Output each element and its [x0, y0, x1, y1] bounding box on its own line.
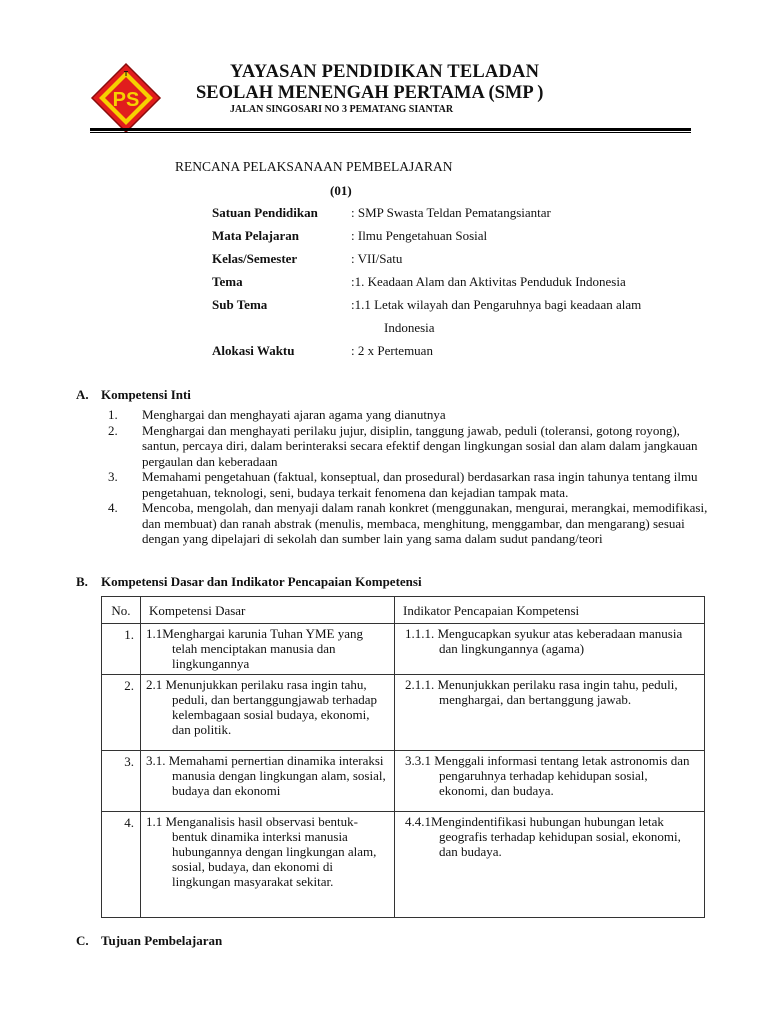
section-a-heading	[76, 387, 191, 403]
identity-value: : VII/Satu	[351, 251, 403, 266]
list-item	[108, 407, 708, 423]
cell-indicator: 4.4.1Mengindentifikasi hubungan hubungan letak geografis terhadap kehidupan sosial, ekonomi, dan budaya.	[405, 814, 681, 859]
cell-kd: 2.1 Menunjukkan perilaku rasa ingin tahu, peduli, dan bertanggungjawab terhadap kelembagaan sosial budaya, ekonomi, dan politik.	[146, 677, 378, 737]
section-letter: A.	[76, 387, 89, 402]
cell-indicator: 2.1.1. Menunjukkan perilaku rasa ingin tahu, peduli, menghargai, dan bertanggung jawab.	[405, 677, 678, 707]
cell-kd: 1.1Menghargai karunia Tuhan YME yang telah menciptakan manusia dan lingkungannya	[146, 626, 364, 671]
identity-value: : SMP Swasta Teldan Pematangsiantar	[351, 205, 551, 220]
cell-kd: 3.1. Memahami pernertian dinamika interaksi manusia dengan lingkungan alam, sosial, budaya dan ekonomi	[146, 753, 386, 798]
identity-label: Alokasi Waktu	[212, 343, 295, 358]
competency-table	[101, 596, 705, 918]
list-item	[108, 469, 708, 500]
header-divider-thin	[90, 132, 691, 133]
list-number: 4.	[108, 500, 118, 515]
section-b-heading	[76, 574, 422, 590]
list-text: Mencoba, mengolah, dan menyaji dalam ranah konkret (menggunakan, mengurai, merangkai, memodifikasi, dan membuat) dan ranah abstrak (menulis, membaca, menghitung, menggambar, dan mengarang) sesuai dengan yang dipelajari di sekolah dan sumber lain yang sama dalam sudut pandang/teori	[142, 500, 708, 546]
school-name-line2: SEOLAH MENENGAH PERTAMA (SMP )	[196, 83, 544, 103]
column-header-no: No.	[102, 597, 141, 624]
cell-indicator: 3.3.1 Menggali informasi tentang letak astronomis dan pengaruhnya terhadap kehidupan sosial, ekonomi, dan budaya.	[405, 753, 690, 798]
logo-top-text: T	[123, 71, 129, 78]
identity-label: Tema	[212, 274, 243, 289]
section-title: Tujuan Pembelajaran	[101, 933, 223, 948]
school-name-line1: YAYASAN PENDIDIKAN TELADAN	[230, 62, 540, 82]
list-text: Memahami pengetahuan (faktual, konseptual, dan prosedural) berdasarkan rasa ingin tahunya tentang ilmu pengetahuan, teknologi, seni, budaya terkait fenomena dan kejadian tampak mata.	[142, 469, 698, 500]
list-item	[108, 423, 708, 470]
section-title: Kompetensi Inti	[101, 387, 191, 402]
identity-value: :1.1 Letak wilayah dan Pengaruhnya bagi keadaan alam	[351, 297, 642, 312]
table-row	[102, 751, 705, 812]
list-number: 1.	[108, 407, 118, 422]
kompetensi-inti-list	[108, 407, 708, 547]
table-row	[102, 624, 705, 675]
table-header-row	[102, 597, 705, 624]
logo-text: PS	[112, 89, 140, 111]
document-title: RENCANA PELAKSANAAN PEMBELAJARAN	[175, 159, 453, 174]
section-c-heading	[76, 933, 222, 949]
section-title: Kompetensi Dasar dan Indikator Pencapaian Kompetensi	[101, 574, 422, 589]
list-number: 3.	[108, 469, 118, 484]
school-address: JALAN SINGOSARI NO 3 PEMATANG SIANTAR	[230, 104, 454, 115]
cell-indicator: 1.1.1. Mengucapkan syukur atas keberadaan manusia dan lingkungannya (agama)	[405, 626, 683, 656]
cell-no: 1.	[102, 624, 141, 675]
identity-value: : 2 x Pertemuan	[351, 343, 433, 358]
table-row	[102, 675, 705, 751]
section-letter: B.	[76, 574, 88, 589]
identity-label: Mata Pelajaran	[212, 228, 300, 243]
list-number: 2.	[108, 422, 118, 438]
identity-value-continued: Indonesia	[384, 320, 435, 335]
school-logo	[90, 62, 162, 134]
identity-label: Kelas/Semester	[212, 251, 298, 266]
identity-label: Satuan Pendidikan	[212, 205, 318, 220]
column-header-indicator: Indikator Pencapaian Kompetensi	[395, 597, 705, 624]
identity-value: : Ilmu Pengetahuan Sosial	[351, 228, 488, 243]
cell-no: 3.	[102, 751, 141, 812]
identity-label: Sub Tema	[212, 297, 268, 312]
identity-value: :1. Keadaan Alam dan Aktivitas Penduduk Indonesia	[351, 274, 626, 289]
cell-no: 2.	[102, 675, 141, 751]
section-letter: C.	[76, 933, 89, 948]
table-row	[102, 812, 705, 918]
list-text: Menghargai dan menghayati perilaku jujur, disiplin, tanggung jawab, peduli (toleransi, gotong royong), santun, percaya diri, dalam berinteraksi secara efektif dengan lingkungan sosial dan alam dalam jangkauan pergaulan dan keberadaan	[142, 422, 698, 469]
column-header-kd: Kompetensi Dasar	[141, 597, 395, 624]
cell-kd: 1.1 Menganalisis hasil observasi bentuk-bentuk dinamika interksi manusia hubungannya dengan lingkungan alam, sosial, budaya, dan ekonomi di lingkungan masyarakat sekitar.	[146, 814, 377, 889]
cell-no: 4.	[102, 812, 141, 918]
list-text: Menghargai dan menghayati ajaran agama yang dianutnya	[142, 407, 446, 422]
header-divider	[90, 128, 691, 131]
document-number: (01)	[330, 183, 352, 198]
list-item	[108, 500, 708, 547]
